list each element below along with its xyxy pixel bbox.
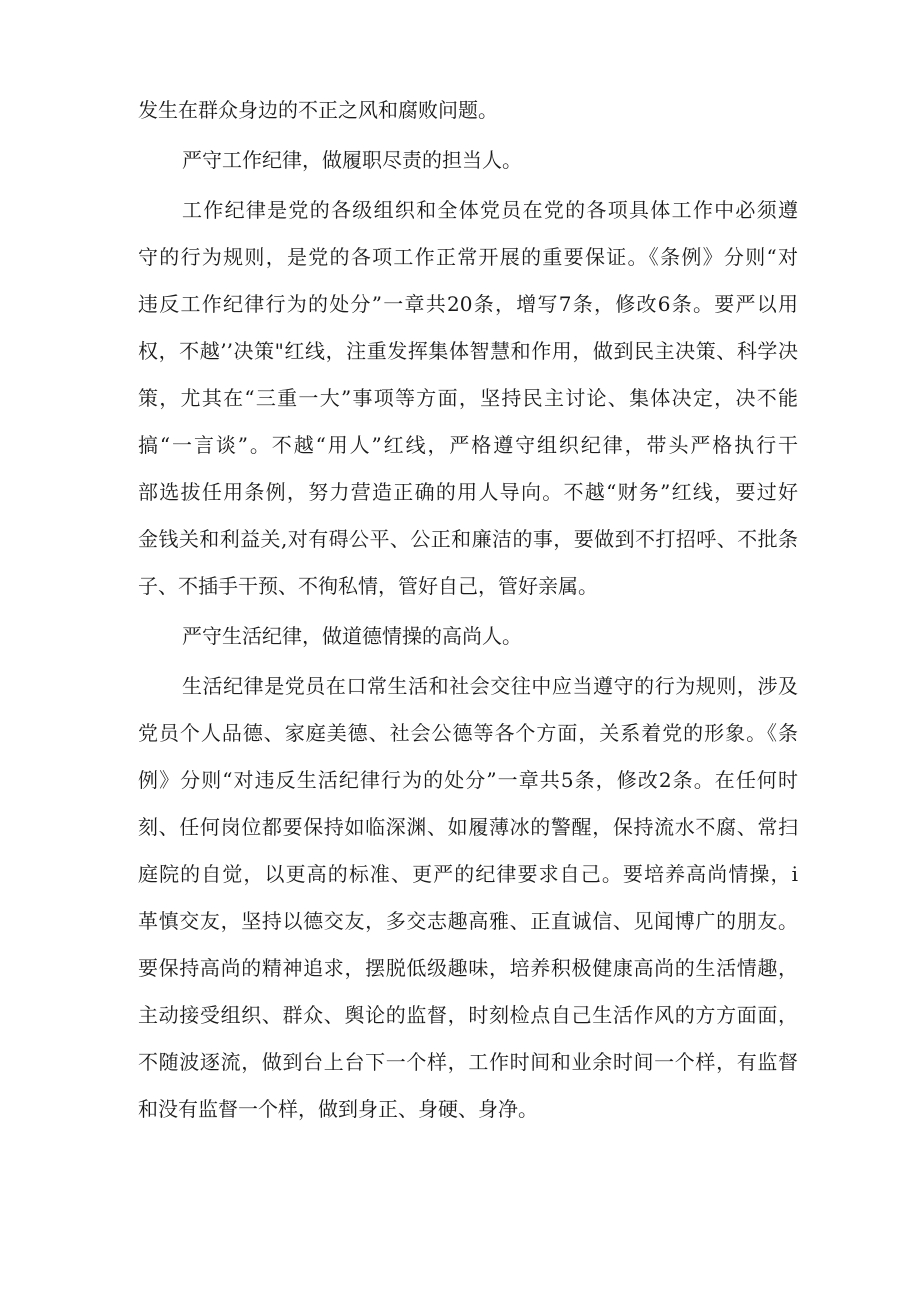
paragraph-line: 要保持高尚的精神追求，摆脱低级趣味，培养积极健康高尚的生活情趣， bbox=[138, 956, 798, 980]
paragraph-line: 发生在群众身边的不正之风和腐败问题。 bbox=[138, 98, 498, 122]
paragraph-line: 革慎交友，坚持以德交友，多交志趣高雅、正直诚信、见闻博广的朋友。 bbox=[138, 909, 798, 933]
paragraph-line: 策，尤其在“三重一大”事项等方面，坚持民主讨论、集体决定，决不能 bbox=[138, 386, 798, 410]
paragraph-line: 工作纪律是党的各级组织和全体党员在党的各项具体工作中必须遵 bbox=[182, 198, 798, 222]
paragraph-line: 例》分则“对违反生活纪律行为的处分”一章共5条，修改2条。在任何时 bbox=[138, 768, 798, 792]
paragraph-line: 子、不插手干预、不徇私情，管好自己，管好亲属。 bbox=[138, 574, 598, 598]
paragraph-line: 部选拔任用条例，努力营造正确的用人导向。不越“财务”红线，要过好 bbox=[138, 480, 798, 504]
paragraph-line: 守的行为规则，是党的各项工作正常开展的重要保证。《条例》分则“对 bbox=[138, 245, 798, 269]
paragraph-line: 主动接受组织、群众、舆论的监督，时刻检点自己生活作风的方方面面， bbox=[138, 1003, 798, 1027]
paragraph-line: 庭院的自觉，以更高的标准、更严的纪律要求自己。要培养高尚情操，i bbox=[138, 862, 798, 886]
paragraph-line: 金钱关和利益关,对有碍公平、公正和廉洁的事，要做到不打招呼、不批条 bbox=[138, 527, 798, 551]
paragraph-line: 生活纪律是党员在口常生活和社会交往中应当遵守的行为规则，涉及 bbox=[182, 674, 798, 698]
paragraph-line: 和没有监督一个样，做到身正、身硬、身净。 bbox=[138, 1097, 538, 1121]
paragraph-line: 权，不越’’决策"红线，注重发挥集体智慧和作用，做到民主决策、科学决 bbox=[138, 339, 798, 363]
paragraph-line: 违反工作纪律行为的处分”一章共20条，增写7条，修改6条。要严以用 bbox=[138, 292, 798, 316]
paragraph-line: 刻、任何岗位都要保持如临深渊、如履薄冰的警醒，保持流水不腐、常扫 bbox=[138, 815, 798, 839]
section-heading: 严守工作纪律，做履职尽责的担当人。 bbox=[182, 148, 522, 172]
paragraph-line: 搞“一言谈”。不越“用人”红线，严格遵守组织纪律，带头严格执行干 bbox=[138, 433, 798, 457]
paragraph-line: 党员个人品德、家庭美德、社会公德等各个方面，关系着党的形象。《条 bbox=[138, 721, 798, 745]
section-heading: 严守生活纪律，做道德情操的高尚人。 bbox=[182, 624, 522, 648]
paragraph-line: 不随波逐流，做到台上台下一个样，工作时间和业余时间一个样，有监督 bbox=[138, 1050, 798, 1074]
